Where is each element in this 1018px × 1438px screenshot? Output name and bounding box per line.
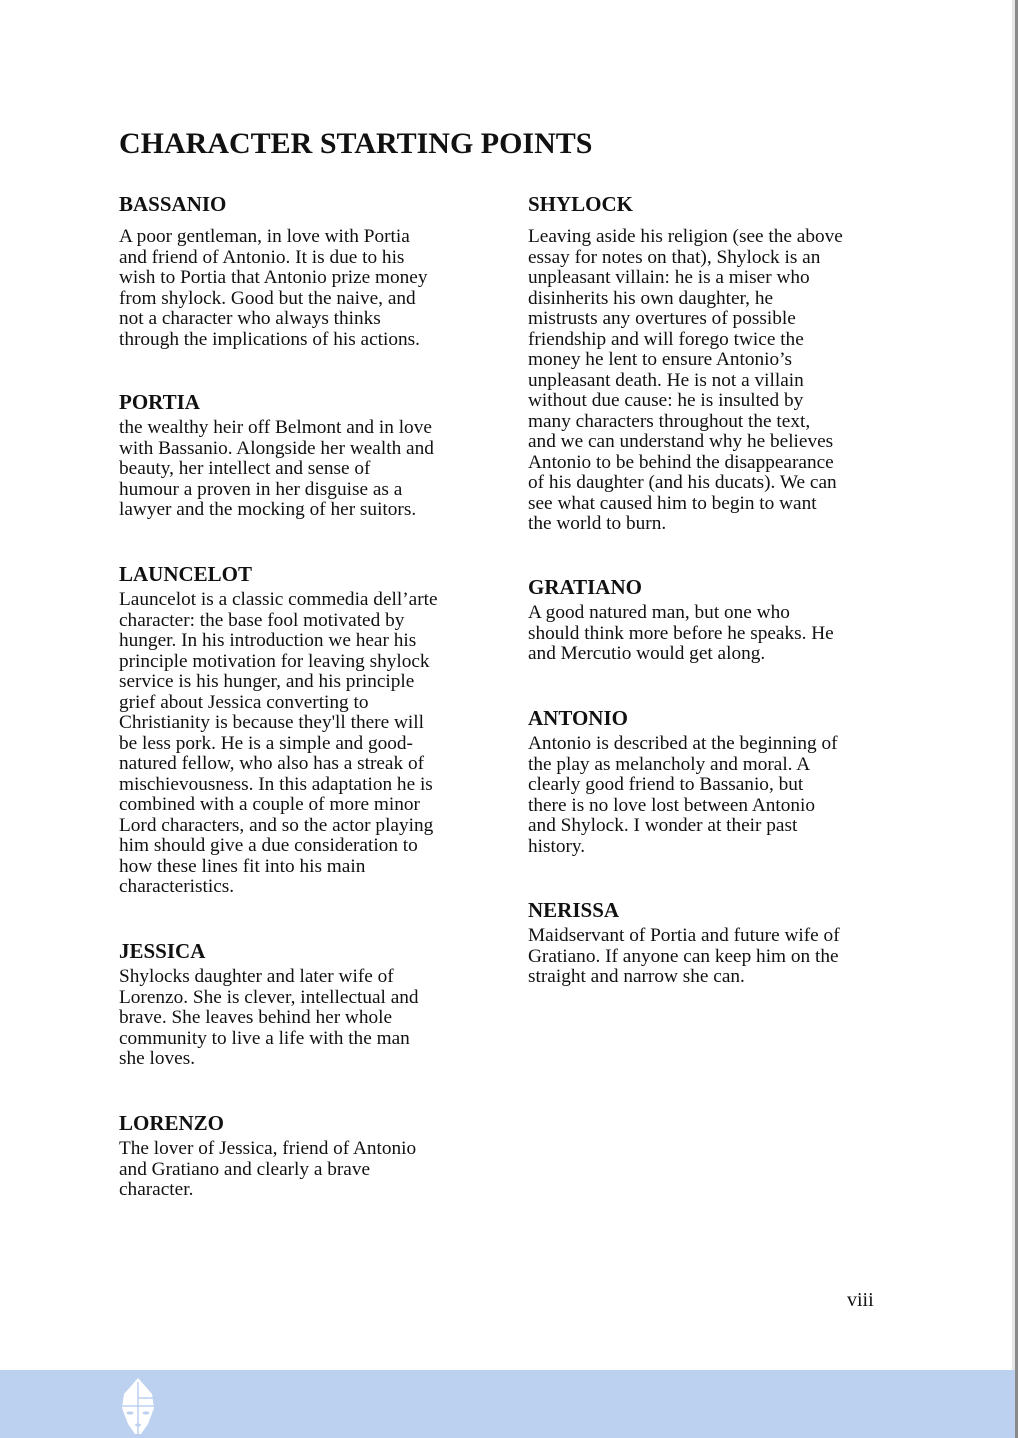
text-line: Antonio to be behind the disappearance xyxy=(528,451,834,473)
text-line: be less pork. He is a simple and good- xyxy=(119,732,413,754)
text-line: unpleasant villain: he is a miser who xyxy=(528,267,810,288)
character-description xyxy=(528,734,908,857)
text-line: disinherits his own daughter, he xyxy=(528,287,774,309)
character-launcelot xyxy=(119,561,499,898)
text-line: lawyer and the mocking of her suitors. xyxy=(119,499,417,520)
character-description xyxy=(119,1139,499,1201)
text-line: she loves. xyxy=(119,1048,196,1069)
text-line: character. xyxy=(119,1179,194,1200)
character-name: JESSICA xyxy=(119,939,206,963)
character-nerissa xyxy=(528,897,908,988)
text-line: combined with a couple of more minor xyxy=(119,794,420,815)
text-line: Leaving aside his religion (see the above xyxy=(528,226,843,247)
text-line: Maidservant of Portia and future wife of xyxy=(528,925,840,946)
text-line: Launcelot is a classic commedia dell’arte xyxy=(119,589,438,610)
character-description xyxy=(119,590,499,898)
text-line: mistrusts any overtures of possible xyxy=(528,308,796,329)
text-line: the wealthy heir off Belmont and in love xyxy=(119,417,432,438)
text-line: Lord characters, and so the actor playing xyxy=(119,814,434,836)
character-description xyxy=(119,227,499,350)
theatre-mask-icon xyxy=(118,1376,158,1436)
text-line: and we can understand why he believes xyxy=(528,431,834,452)
character-description xyxy=(119,967,499,1070)
text-line: the world to burn. xyxy=(528,513,667,534)
text-line: hunger. In his introduction we hear his xyxy=(119,630,417,651)
text-line: principle motivation for leaving shylock xyxy=(119,650,430,672)
text-line: how these lines fit into his main xyxy=(119,855,366,877)
text-line: friendship and will forego twice the xyxy=(528,328,804,350)
text-line: and Shylock. I wonder at their past xyxy=(528,815,798,836)
text-line: character: the base fool motivated by xyxy=(119,609,405,631)
character-antonio xyxy=(528,705,908,857)
character-description xyxy=(528,603,908,665)
text-line: and friend of Antonio. It is due to his xyxy=(119,246,405,268)
text-line: A good natured man, but one who xyxy=(528,602,790,623)
text-line: grief about Jessica converting to xyxy=(119,691,369,713)
character-lorenzo xyxy=(119,1110,499,1201)
character-gratiano xyxy=(528,574,908,665)
text-line: without due cause: he is insulted by xyxy=(528,390,804,411)
page-number: viii xyxy=(847,1289,874,1311)
text-line: wish to Portia that Antonio prize money xyxy=(119,267,428,288)
character-portia xyxy=(119,389,499,521)
text-line: unpleasant death. He is not a villain xyxy=(528,369,804,391)
character-description xyxy=(119,418,499,521)
character-description xyxy=(528,926,908,988)
text-line: there is no love lost between Antonio xyxy=(528,794,816,816)
text-line: beauty, her intellect and sense of xyxy=(119,458,371,479)
text-line: and Gratiano and clearly a brave xyxy=(119,1158,371,1180)
text-line: Antonio is described at the beginning of xyxy=(528,733,838,754)
text-line: the play as melancholy and moral. A xyxy=(528,753,811,775)
text-line: humour a proven in her disguise as a xyxy=(119,478,403,500)
text-line: mischievousness. In this adaptation he is xyxy=(119,773,433,795)
text-line: from shylock. Good but the naive, and xyxy=(119,287,416,309)
text-line: Gratiano. If anyone can keep him on the xyxy=(528,945,839,967)
character-name: BASSANIO xyxy=(119,192,227,216)
character-description xyxy=(528,227,908,535)
text-line: see what caused him to begin to want xyxy=(528,492,817,514)
text-line: Christianity is because they'll there will xyxy=(119,712,424,733)
text-line: brave. She leaves behind her whole xyxy=(119,1007,393,1028)
character-name: NERISSA xyxy=(528,898,620,922)
text-line: and Mercutio would get along. xyxy=(528,643,766,664)
text-line: money he lent to ensure Antonio’s xyxy=(528,349,793,370)
text-line: should think more before he speaks. He xyxy=(528,622,834,644)
character-name: GRATIANO xyxy=(528,575,642,599)
character-name: PORTIA xyxy=(119,390,200,414)
character-name: LORENZO xyxy=(119,1111,225,1135)
text-line: straight and narrow she can. xyxy=(528,966,745,987)
text-line: essay for notes on that), Shylock is an xyxy=(528,246,821,268)
text-line: clearly good friend to Bassanio, but xyxy=(528,774,804,795)
character-name: SHYLOCK xyxy=(528,192,634,216)
character-jessica xyxy=(119,938,499,1070)
text-line: Lorenzo. She is clever, intellectual and xyxy=(119,986,419,1008)
text-line: many characters throughout the text, xyxy=(528,410,811,432)
character-name: ANTONIO xyxy=(528,706,628,730)
character-name: LAUNCELOT xyxy=(119,562,253,586)
text-line: history. xyxy=(528,835,586,857)
text-line: Shylocks daughter and later wife of xyxy=(119,966,394,987)
text-line: characteristics. xyxy=(119,876,235,897)
text-line: The lover of Jessica, friend of Antonio xyxy=(119,1138,417,1159)
text-line: A poor gentleman, in love with Portia xyxy=(119,226,410,247)
text-line: of his daughter (and his ducats). We can xyxy=(528,472,837,493)
text-line: not a character who always thinks xyxy=(119,308,381,329)
page-title: CHARACTER STARTING POINTS xyxy=(119,127,593,160)
character-shylock xyxy=(528,191,908,535)
text-line: community to live a life with the man xyxy=(119,1027,410,1049)
text-line: natured fellow, who also has a streak of xyxy=(119,753,425,774)
text-line: service is his hunger, and his principle xyxy=(119,671,415,692)
text-line: through the implications of his actions. xyxy=(119,328,420,350)
text-line: him should give a due consideration to xyxy=(119,835,418,856)
text-line: with Bassanio. Alongside her wealth and xyxy=(119,437,434,459)
character-bassanio xyxy=(119,191,499,350)
